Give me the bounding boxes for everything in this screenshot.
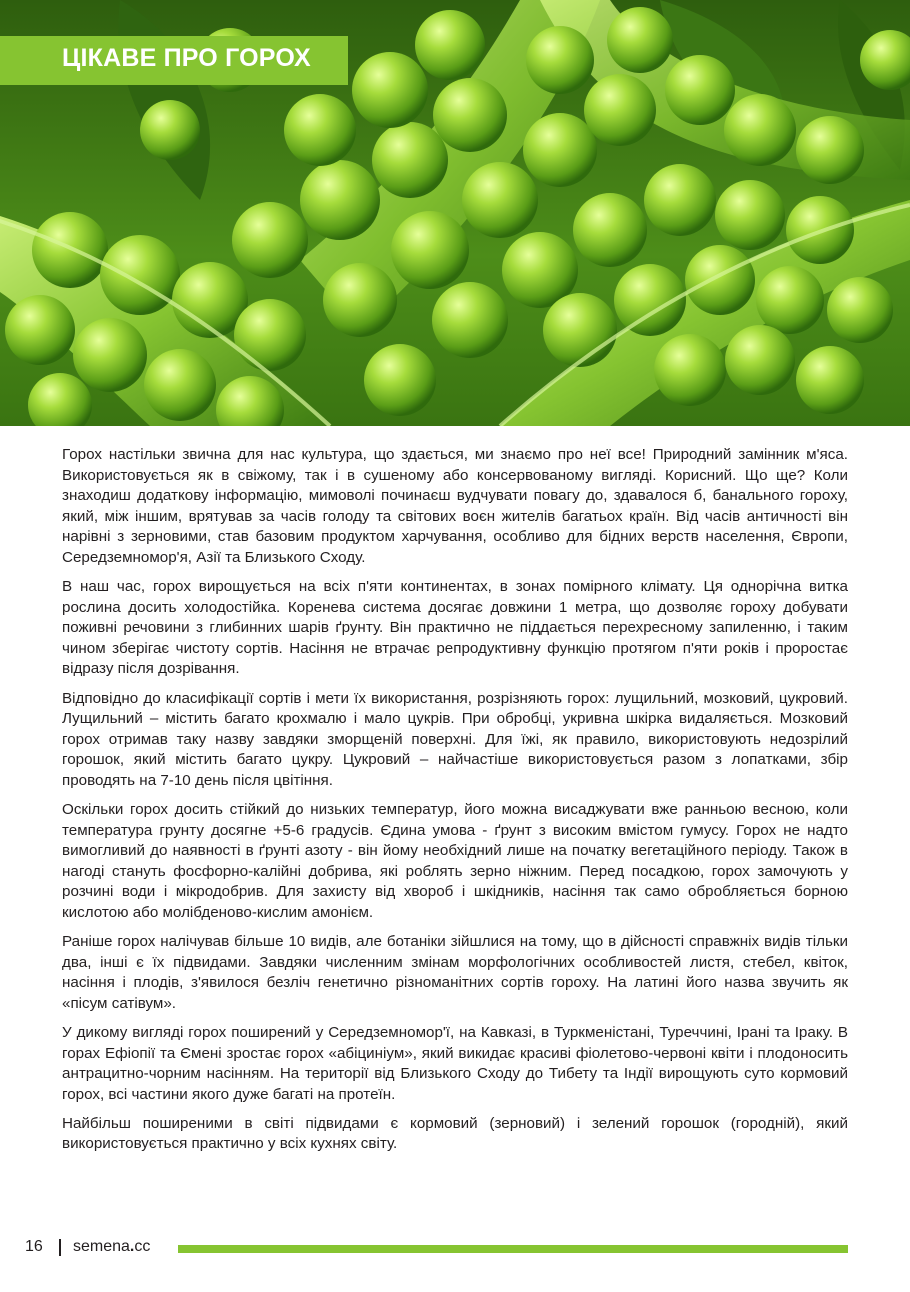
paragraph: Відповідно до класифікації сортів і мети їх використання, розрізняють горох: лущильний, мозковий, цукровий. Лущильний – містить багато крохмалю і мало цукрів. При обробці, укривна шкірка видаляється. Мозковий горох отримав таку назву завдяки зморщеній поверхні. Для їжі, як правило, використовують недозрілий горошок, який містить багато цукру. Цукровий – найчастіше використовується разом з лопатками, збір проводять на 7-10 день після цвітіння. [62,689,848,789]
article-body [62,445,848,1164]
paragraph: Горох настільки звична для нас культура, що здається, ми знаємо про неї все! Природний замінник м'яса. Використовується як в свіжому, так і в сушеному або консервованому вигляді. Корисний. Що ще? Коли знаходиш додаткову інформацію, мимоволі починаєш вудчувати повагу до, здавалося б, банального гороху, який, між іншим, врятував за часів голоду та світових воєн жителів багатьох країн. Від часів античності він нарівні з зерновими, став базовим продуктом харчування, особливо для бідних верств населення, Європи, Середземномор'я, Азії та Близького Сходу. [62,446,848,566]
site-name-dot: . [129,1238,135,1255]
paragraph: У дикому вигляді горох поширений у Середземномор'ї, на Кавказі, в Туркменістані, Туреччині, Ірані та Іраку. В горах Ефіопії та Ємені зростає горох «абіциніум», який викидає красиві фіолетово-червоні квіти і плодоносить антрацитно-чорним насінням. На території від Близького Сходу до Тибету та Індії вирощують суто кормовий горох, всі частини якого дуже багаті на протеїн. [62,1023,848,1103]
paragraph: Раніше горох налічував більше 10 видів, але ботаніки зійшлися на тому, що в дійсності справжніх видів тільки два, інші є їх підвидами. Завдяки численним змінам морфологічних особливостей листя, стебел, квіток, насіння і плодів, з'явилося безліч генетично різноманітних сортів гороху. На латині його назва звучить як «пісум сатівум». [62,933,848,1012]
site-name-tld: cc [134,1238,151,1255]
paragraph: Найбільш поширеними в світі підвидами є кормовий (зерновий) і зелений горошок (городній), який використовується практично у всіх кухнях світу. [62,1114,848,1153]
page-number: 16 [25,1238,43,1255]
footer-divider [59,1239,61,1256]
footer-accent-line [178,1245,848,1253]
page-footer [0,1236,910,1262]
site-name [73,1238,150,1256]
paragraph: В наш час, горох вирощується на всіх п'яти континентах, в зонах помірного клімату. Ця однорічна витка рослина досить холодостійка. Коренева система досягає довжини 1 метра, що дозволяє гороху добувати поживні речовини з глибинних шарів ґрунту. Він практично не піддається перехресному запиленню, і таким чином зберігає чистоту сортів. Насіння не втрачає репродуктивну функцію протягом п'яти років і проростає відразу після дозрівання. [62,578,848,678]
page-title: ЦІКАВЕ ПРО ГОРОХ [62,44,311,72]
paragraph: Оскільки горох досить стійкий до низьких температур, його можна висаджувати вже ранньою весною, коли температура грунту досягне +5-6 градусів. Єдина умова - ґрунт з високим вмістом гумусу. Горох не надто вимогливий до наявності в ґрунті азоту - він йому необхідний лише на початку вегетаційного періоду. Також в нагоді стануть фосфорно-калійні добрива, які роблять зерно ніжним. Перед посадкою, горох замочують у розчині води і мікродобрив. Для захисту від хвороб і шкідників, насіння так само обробляється борною кислотою або молібденово-кислим амонієм. [62,801,848,921]
site-name-main: semena [73,1238,130,1255]
